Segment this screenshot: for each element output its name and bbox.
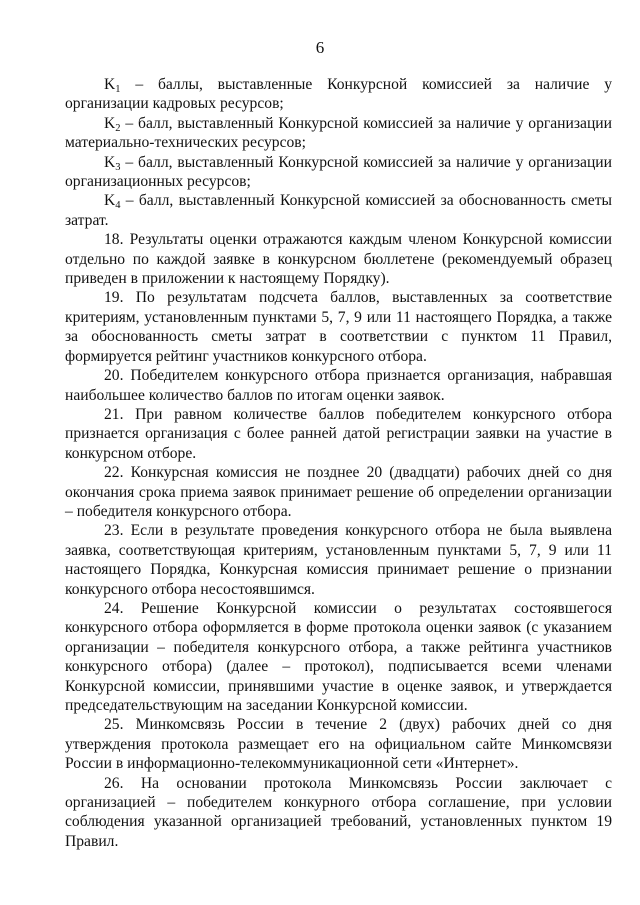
- paragraph-19: 19. По результатам подсчета баллов, выставленных за соответствие критериям, установленным пунктами 5, 7, 9 или 11 настоящего Порядка, а также за обоснованность сметы затрат в соответствии с пунктом 11 Правил, формируется рейтинг участников конкурсного отбора.: [65, 289, 612, 365]
- paragraph-26: 26. На основании протокола Минкомсвязь России заключает с организацией – победителем конкурного отбора соглашение, при условии соблюдения указанной организацией требований, установленных пунктом 19 Правил.: [65, 774, 612, 850]
- coefficient-index: 1: [115, 84, 121, 95]
- coefficient-symbol: K: [104, 114, 116, 132]
- coefficient-text: – балл, выставленный Конкурсной комиссией за наличие у организации материально-технических ресурсов;: [65, 114, 612, 152]
- paragraph-20: 20. Победителем конкурсного отбора признается организация, набравшая наибольшее количество баллов по итогам оценки заявок.: [65, 367, 612, 404]
- coefficient-symbol: K: [104, 153, 116, 171]
- coefficient-k1-definition: [65, 75, 612, 114]
- document-body: [65, 75, 612, 851]
- paragraph-21: 21. При равном количестве баллов победителем конкурсного отбора признается организация с более ранней датой регистрации заявки на участие в конкурсном отборе.: [65, 405, 612, 462]
- coefficient-text: – балл, выставленный Конкурсной комиссией за наличие у организации организационных ресурсов;: [65, 153, 612, 191]
- paragraph-22: 22. Конкурсная комиссия не позднее 20 (двадцати) рабочих дней со дня окончания срока приема заявок принимает решение об определении организации – победителя конкурсного отбора.: [65, 464, 612, 520]
- coefficient-k2-definition: [65, 114, 612, 153]
- page-number: 6: [315, 38, 325, 57]
- coefficient-text: – баллы, выставленные Конкурсной комиссией за наличие у организации кадровых ресурсов;: [65, 76, 612, 113]
- paragraph-25: 25. Минкомсвязь России в течение 2 (двух) рабочих дней со дня утверждения протокола размещает его на официальном сайте Минкомсвязи России в информационно-телекоммуникационной сети «Интернет».: [65, 716, 612, 773]
- paragraph-18: 18. Результаты оценки отражаются каждым членом Конкурсной комиссии отдельно по каждой заявке в конкурсном бюллетене (рекомендуемый образец приведен в приложении к настоящему Порядку).: [65, 231, 612, 288]
- coefficient-k3-definition: [65, 153, 612, 192]
- paragraph-24: 24. Решение Конкурсной комиссии о результатах состоявшегося конкурсного отбора оформляется в форме протокола оценки заявок (с указанием организации – победителя конкурсного отбора, а также рейтинга участников конкурсного отбора) (далее – протокол), подписывается всеми членами Конкурсной комиссии, принявшими участие в оценке заявок, и утверждается председательствующим на заседании Конкурсной комиссии.: [65, 599, 612, 714]
- coefficient-symbol: K: [104, 76, 116, 93]
- paragraph-23: 23. Если в результате проведения конкурсного отбора не была выявлена заявка, соответствующая критериям, установленным пунктами 5, 7, 9 или 11 настоящего Порядка, Конкурсная комиссия принимает решение о признании конкурсного отбора несостоявшимся.: [65, 522, 612, 598]
- coefficient-k4-definition: [65, 191, 612, 230]
- coefficient-symbol: K: [104, 192, 116, 210]
- coefficient-text: – балл, выставленный Конкурсной комиссией за обоснованность сметы затрат.: [65, 192, 612, 229]
- coefficient-index: 4: [115, 200, 121, 212]
- coefficient-index: 2: [115, 122, 121, 134]
- coefficient-index: 3: [115, 161, 121, 173]
